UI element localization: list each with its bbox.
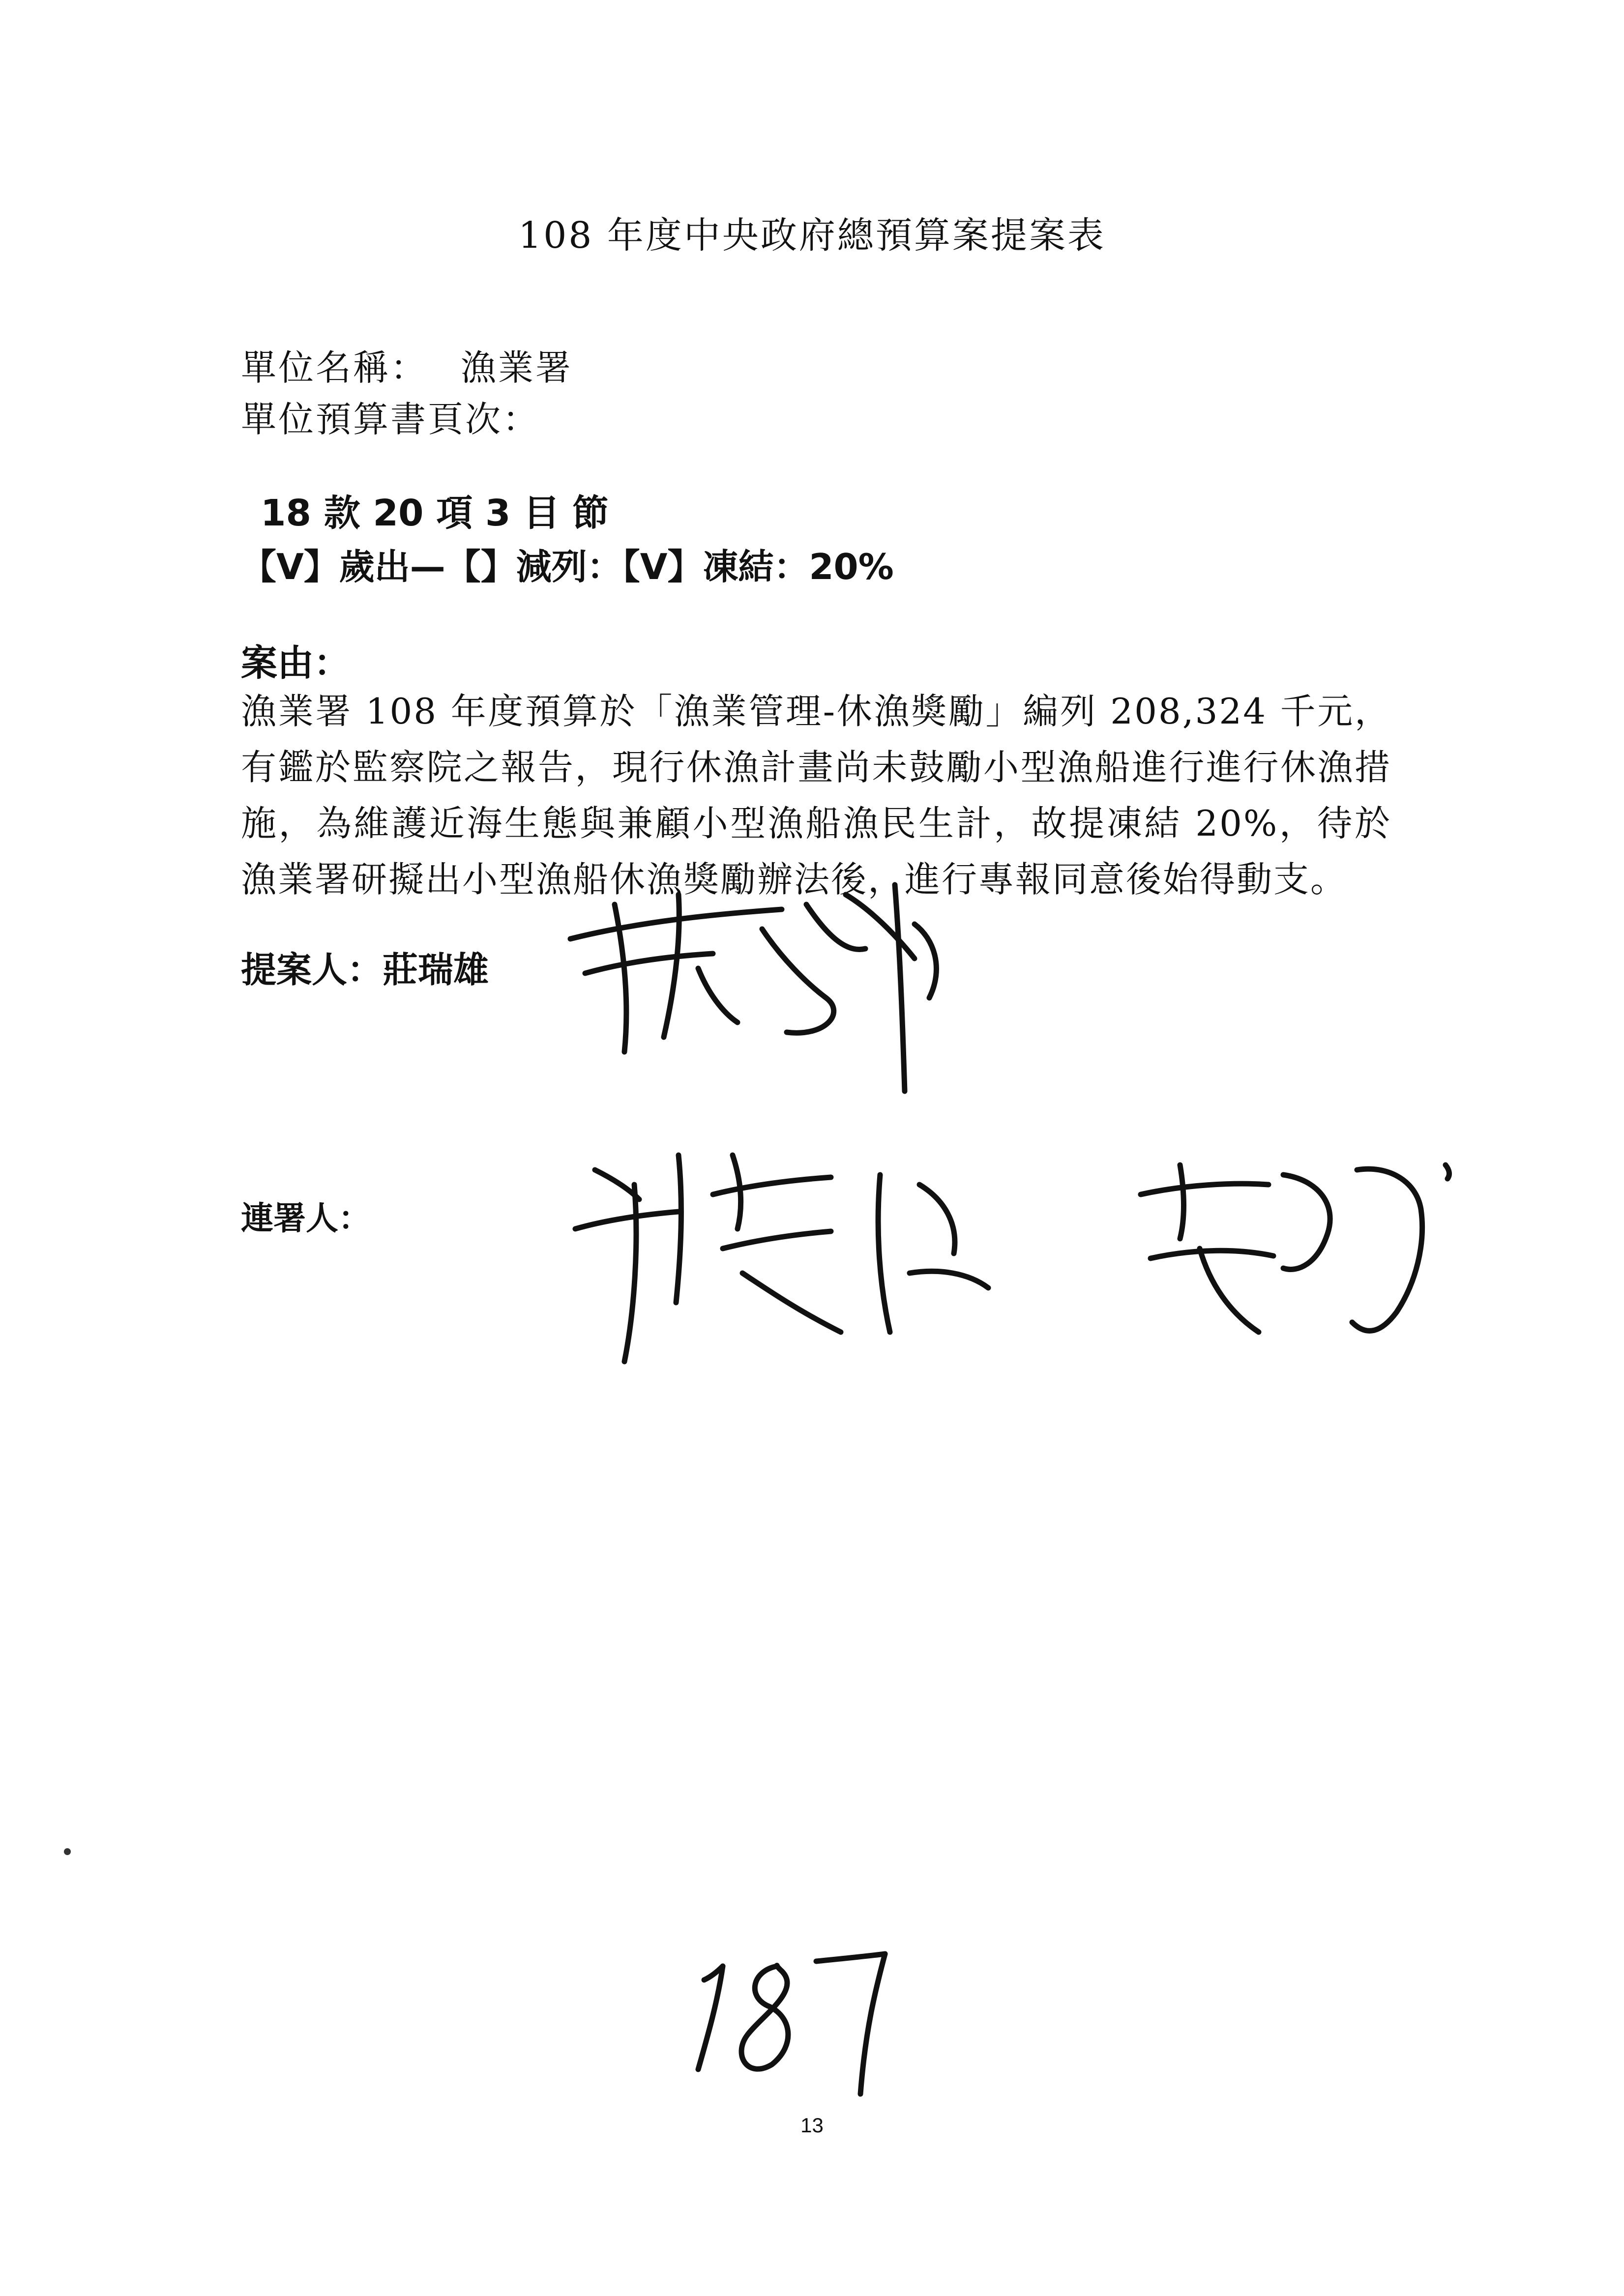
- budget-page-label: 單位預算書頁次：: [241, 399, 540, 440]
- reason-text: 漁業署 108 年度預算於「漁業管理-休漁獎勵」編列 208,324 千元，有鑑於監察院之報告，現行休漁計畫尚未鼓勵小型漁船進行進行休漁措施，為維護近海生態與兼顧小型漁船漁民生計，故提凍結 20%，待於漁業署研擬出小型漁船休漁獎勵辦法後，進行專報同意後始得動支。: [241, 691, 1391, 900]
- cosigner-label: 連署人：: [241, 1199, 371, 1237]
- budget-options: 【V】歲出—【】減列：【V】凍結：20%: [241, 546, 894, 587]
- proposer-name: 莊瑞雄: [383, 949, 489, 990]
- scan-speck: [64, 1848, 71, 1855]
- budget-item: 18 款 20 項 3 目 節: [261, 492, 609, 534]
- handwritten-page-number: [688, 1932, 895, 2099]
- unit-name-label: 單位名稱：: [241, 347, 428, 388]
- page-number: 13: [800, 2114, 824, 2137]
- unit-name-value: 漁業署: [460, 347, 573, 388]
- reason-label: 案由：: [241, 642, 350, 684]
- proposer-row: [241, 941, 489, 992]
- proposer-label: 提案人：: [241, 949, 383, 990]
- cosigner-signature-2: [1121, 1135, 1475, 1357]
- proposer-signature: [551, 875, 974, 1101]
- cosigner-signature-1: [565, 1126, 1013, 1381]
- unit-name-row: [241, 339, 573, 390]
- form-title: 108 年度中央政府總預算案提案表: [518, 214, 1106, 257]
